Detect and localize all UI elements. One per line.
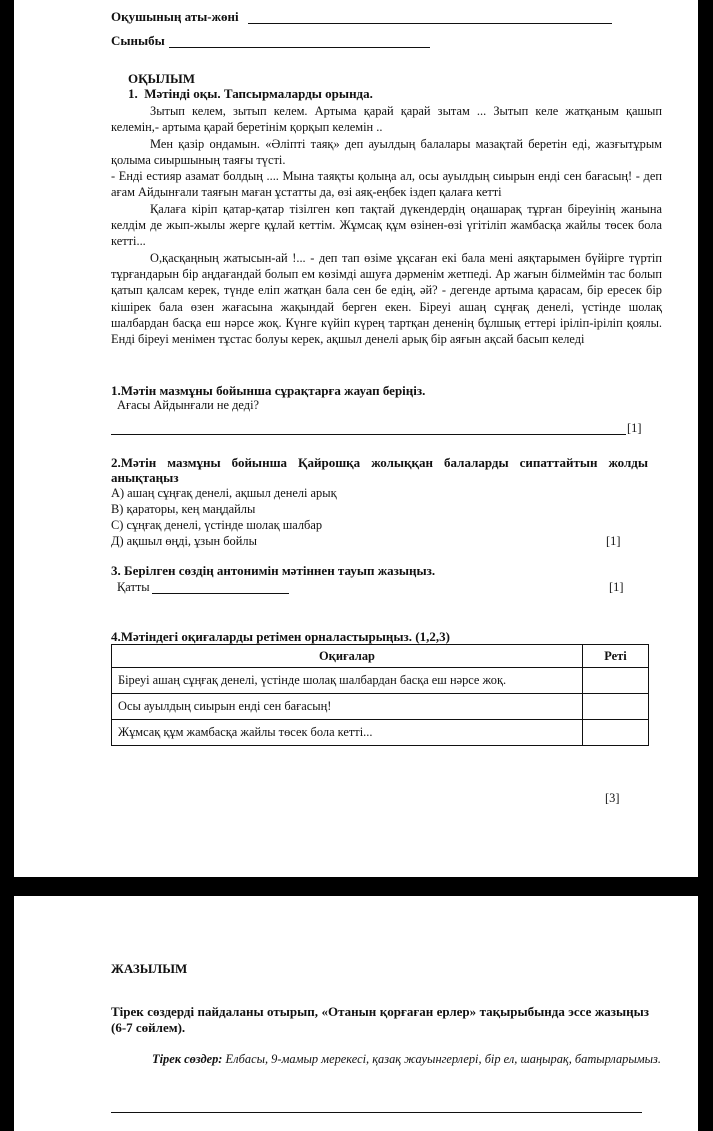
event-cell: Жұмсақ құм жамбасқа жайлы төсек бола кетті... xyxy=(112,720,583,746)
q1-question: Ағасы Айдынғали не деді? xyxy=(117,398,260,412)
support-words: Елбасы, 9-мамыр мерекесі, қазақ жауынгерлері, бір ел, шаңырақ, батырларымыз. xyxy=(225,1052,661,1066)
q2-title-line2: анықтаңыз xyxy=(111,470,179,485)
q2-score: [1] xyxy=(606,534,621,548)
order-column-header: Реті xyxy=(583,645,649,668)
order-input-cell[interactable] xyxy=(583,720,649,746)
worksheet-page-2 xyxy=(14,896,698,1131)
reading-text xyxy=(111,103,662,347)
support-words-label: Тірек сөздер: xyxy=(152,1052,223,1066)
event-cell: Осы ауылдың сиырын енді сен бағасың! xyxy=(112,694,583,720)
reading-task xyxy=(128,86,373,102)
reading-paragraph: Қалаға кіріп қатар-қатар тізілген көп тақтай дүкендердің оңашарақ тұрған біреуінің жанына келдім де жып-жылы жерге құлай кеттім. Жұмсақ құм өзінен-өзі үгітіліп жамбасқа жайлы төсек бола кетті... xyxy=(111,201,662,249)
class-label: Сыныбы xyxy=(111,33,165,48)
writing-section-title: ЖАЗЫЛЫМ xyxy=(111,961,188,976)
q2-title-line1: 2.Мәтін мазмұны бойынша Қайрошқа жолыққан балаларды сипаттайтын жолды xyxy=(111,455,648,470)
q1-title: 1.Мәтін мазмұны бойынша сұрақтарға жауап беріңіз. xyxy=(111,383,426,398)
events-order-table xyxy=(111,644,649,746)
event-cell: Біреуі ашаң сұңғақ денелі, үстінде шолақ шалбардан басқа еш нәрсе жоқ. xyxy=(112,668,583,694)
q4-score: [3] xyxy=(605,791,620,805)
q3-word: Қатты xyxy=(117,580,150,594)
q2-option-b[interactable]: В) қараторы, кең маңдайлы xyxy=(111,502,256,516)
support-words-block xyxy=(111,1051,661,1067)
table-row xyxy=(112,694,649,720)
reading-paragraph: Зытып келем, зытып келем. Артыма қарай қарай зытам ... Зытып келе жатқаным қашып келемін,- артыма қарай беретінім қорқып келемін .. xyxy=(111,104,662,135)
q4-title: 4.Мәтіндегі оқиғаларды ретімен орналастырыңыз. (1,2,3) xyxy=(111,629,450,644)
q3-title: 3. Берілген сөздің антонимін мәтіннен тауып жазыңыз. xyxy=(111,563,436,578)
writing-task: Тірек сөздерді пайдаланы отырып, «Отанын қорғаған ерлер» тақырыбында эссе жазыңыз (6-7 сөйлем). xyxy=(111,1004,649,1035)
reading-task-text: Мәтінді оқы. Тапсырмаларды орында. xyxy=(144,86,373,101)
q1-score: [1] xyxy=(627,421,642,435)
order-input-cell[interactable] xyxy=(583,668,649,694)
q2-option-d[interactable]: Д) ақшыл өңді, ұзын бойлы xyxy=(111,534,257,548)
essay-answer-line[interactable] xyxy=(111,1112,642,1113)
class-line[interactable] xyxy=(169,47,430,48)
q3-answer-line[interactable] xyxy=(152,593,289,594)
table-header-row xyxy=(112,645,649,668)
reading-section-title: ОҚЫЛЫМ xyxy=(128,71,196,86)
worksheet-page-1 xyxy=(14,0,698,877)
q2-option-c[interactable]: С) сұңғақ денелі, үстінде шолақ шалбар xyxy=(111,518,323,532)
reading-paragraph: О,қасқаңның жатысын-ай !... - деп тап өзіме ұқсаған екі бала мені аяқтарымен бүйірге түртіп тұрғандарын бір аңдағандай болып ем көзімді ашуға дәрменім жетпеді. Ар жағын білмеймін тас болып қатып қалсам керек, түнде еліп жатқан бала сен бе едің, әй? - дегенде артыма қарасам, бір ересек бір кішірек бала өзен жағасына жақындай берген екен. Біреуі ашаң сұңғақ денелі, үстінде шолақ шалбардан басқа еш нәрсе жоқ. Күнге күйіп күрең тартқан дененің бұлшық еттері іріліп-іріліп қоялы. Енді біреуі менімен тұстас болуы керек, ақшыл денелі арық бір аяғын ақсай басып келеді xyxy=(111,250,662,347)
student-name-line[interactable] xyxy=(248,23,612,24)
q3-score: [1] xyxy=(609,580,624,594)
q2-option-a[interactable]: А) ашаң сұңғақ денелі, ақшыл денелі арық xyxy=(111,486,337,500)
order-input-cell[interactable] xyxy=(583,694,649,720)
table-row xyxy=(112,720,649,746)
reading-paragraph: Мен қазір ондамын. «Әліпті таяқ» деп ауылдың балалары мазақтай беретін еді, жазғытұрым қолыма сиыршының таяғы түсті. xyxy=(111,136,662,167)
q1-answer-line[interactable] xyxy=(111,434,626,435)
reading-paragraph: - Енді естияр азамат болдың .... Мына таяқты қолыңа ал, осы ауылдың сиырын енді сен бағасың! - деп ағам Айдынғали таяғын маған ұстатты да, өзі аяқ-еңбек іздеп қалаға кетті xyxy=(111,169,662,200)
reading-task-number: 1. xyxy=(128,86,138,101)
events-column-header: Оқиғалар xyxy=(112,645,583,668)
student-name-label: Оқушының аты-жөні xyxy=(111,9,239,24)
table-row xyxy=(112,668,649,694)
